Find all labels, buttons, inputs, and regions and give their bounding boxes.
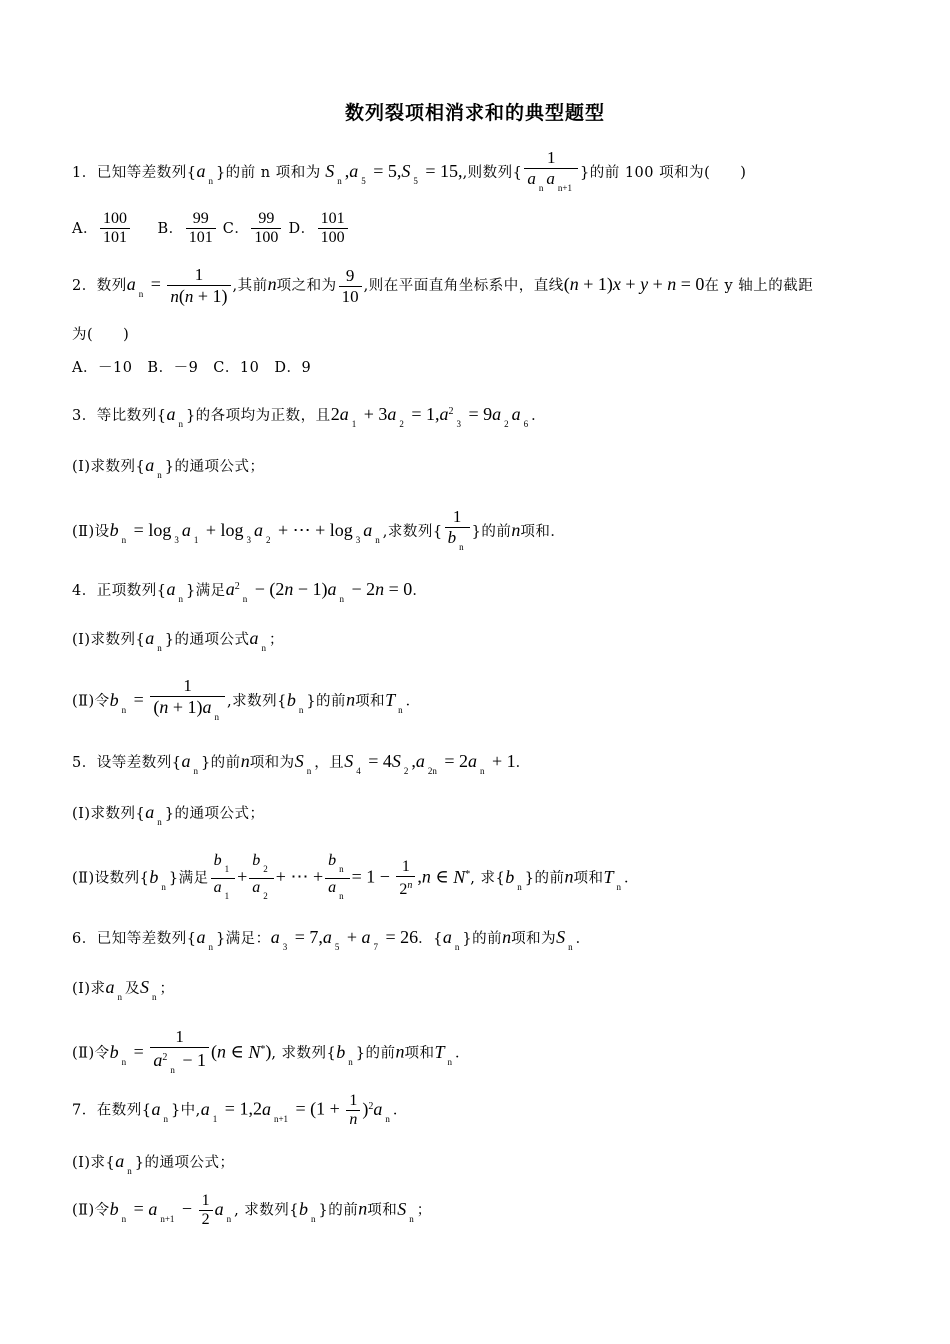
question-3-part-2: (Ⅱ)设b $_n$ = log $_3$ a $_1$ + log $_3$ a $_2$ + ⋯ + log $_3$ a $_n$ ,求数列{ $\frac{1}{b _n}$ }的前n项和． <box>72 507 566 552</box>
question-3-part-1: (Ⅰ)求数列{a $_n$ }的通项公式； <box>72 455 265 480</box>
q1-text-d: }的前 100 项和为( ) <box>579 165 747 181</box>
question-1-options <box>72 210 890 247</box>
question-5-part-2: (Ⅱ)设数列{b $_n$ }满足 $\frac{b _1}{a _1}$ + $\frac{b _2}{a _2}$ + ⋯ + $\frac{b _n}{a _n}$ = 1 − $\frac{1}{2^n}$ ,n ∈ N*, 求{b $_n$ }的前n项和T $_n$ ． <box>72 852 639 901</box>
question-6-part-1: (Ⅰ)求a $_n$ 及S $_n$ ； <box>72 977 175 1002</box>
question-4-part-1: (Ⅰ)求数列{a $_n$ }的通项公式a $_n$ ； <box>72 628 285 653</box>
q1-fraction: $\frac{1}{a _n a _{n+1}}$ <box>524 148 578 198</box>
question-7: 7．在数列{a $_n$ }中,a $_1$ = 1,2a $_{n+1}$ = (1 + $\frac{1}{n}$ )$^2$a $_n$ ． <box>72 1092 408 1128</box>
page-title: 数列裂项相消求和的典型题型 <box>344 102 605 124</box>
question-2-continuation: 为( ) <box>72 327 130 343</box>
question-4: 4．正项数列{a $_n$ }满足$a^2_n - (2n - 1)a$ $_n$ − 2n = 0． <box>72 579 428 604</box>
question-4-part-2: (Ⅱ)令b $_n$ = $\frac{1}{(n + 1)a _n}$ ,求数列{b $_n$ }的前n项和T $_n$ ． <box>72 676 421 722</box>
q1-text-c: ,则数列{ <box>462 165 523 181</box>
question-1: 1．已知等差数列{a $_n$ }的前 n 项和为 S $_n$ ,a $_5$ = 5,S $_5$ = 15,,则数列{ $\frac{1}{a _n a _{n+1}}$ }的前 100 项和为( ) <box>72 148 890 198</box>
question-6-part-2: (Ⅱ)令b $_n$ = $\frac{1}{a^2_n - 1}$ (n ∈ N*), 求数列{b $_n$ }的前n项和T $_n$ ． <box>72 1027 471 1075</box>
question-5: 5．设等差数列{a $_n$ }的前n项和为S $_n$ ，且S $_4$ = 4S $_2$ ,a $_{2n}$ = 2a $_n$ + 1． <box>72 751 531 776</box>
question-6: 6．已知等差数列{a $_n$ }满足：a $_3$ = 7,a $_5$ + a $_7$ = 26．{a $_n$ }的前n项和为S $_n$ ． <box>72 927 591 952</box>
q1-text-b: }的前 n 项和为 <box>215 165 321 181</box>
question-7-part-1: (Ⅰ)求{a $_n$ }的通项公式； <box>72 1151 235 1176</box>
q1-option-b: B． $\frac{99}{101}$ <box>158 221 218 237</box>
question-5-part-1: (Ⅰ)求数列{a $_n$ }的通项公式； <box>72 802 265 827</box>
question-3: 3．等比数列{a $_n$ }的各项均为正数，且2a $_1$ + 3a $_2 = 1,a^2_3 = 9a$ $_2$ a $_6$ ． <box>72 404 547 429</box>
q1-option-d: D． $\frac{101}{100}$ <box>289 221 350 237</box>
question-2-options: A．－10 B．－9 C．10 D．9 <box>72 360 312 376</box>
question-7-part-2: (Ⅱ)令b $_n$ = a $_{n+1}$ − $\frac{1}{2}$ a $_n$ , 求数列{b $_n$ }的前n项和S $_n$ ； <box>72 1192 432 1228</box>
question-2: 2．数列a $_n$ = $\frac{1}{n(n + 1)}$ ,其前n项之和为 $\frac{9}{10}$ ,则在平面直角坐标系中，直线(n + 1)x + y + n = 0在 y 轴上的截距 <box>72 265 814 306</box>
q1-text-a: 1．已知等差数列{ <box>72 165 197 181</box>
q1-option-a: A． $\frac{100}{101}$ <box>72 221 132 237</box>
q1-option-c: C． $\frac{99}{100}$ <box>223 221 284 237</box>
